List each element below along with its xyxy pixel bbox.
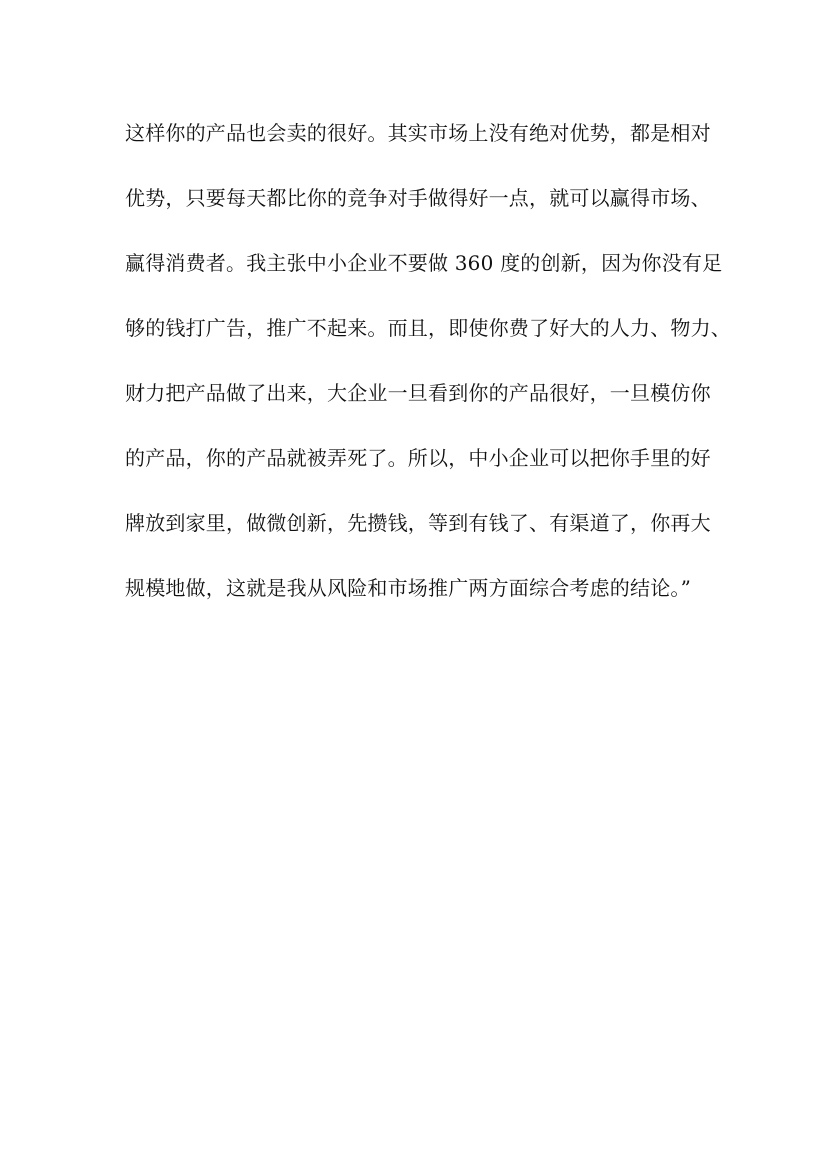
text-line-4: 够的钱打广告，推广不起来。而且，即使你费了好大的人力、物力、	[125, 316, 731, 340]
text-line-1: 这样你的产品也会卖的很好。其实市场上没有绝对优势，都是相对	[125, 121, 711, 145]
text-line-5: 财力把产品做了出来，大企业一旦看到你的产品很好，一旦模仿你	[125, 381, 711, 405]
text-line-3: 赢得消费者。我主张中小企业不要做 360 度的创新，因为你没有足	[125, 251, 723, 275]
text-line-7: 牌放到家里，做微创新，先攒钱，等到有钱了、有渠道了，你再大	[125, 511, 711, 535]
body-paragraph	[125, 116, 731, 636]
text-line-8: 规模地做，这就是我从风险和市场推广两方面综合考虑的结论。”	[125, 576, 692, 600]
text-line-2: 优势，只要每天都比你的竞争对手做得好一点，就可以赢得市场、	[125, 186, 711, 210]
text-line-6: 的产品，你的产品就被弄死了。所以，中小企业可以把你手里的好	[125, 446, 711, 470]
